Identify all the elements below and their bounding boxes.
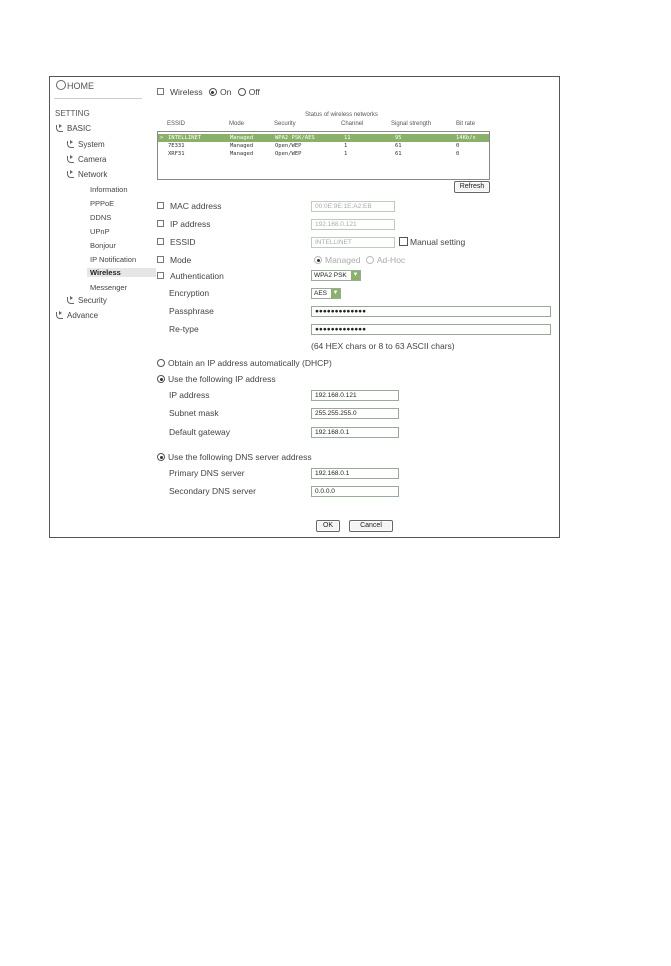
table-row[interactable]: XRF31 Managed Open/WEP 1 61 0 (168, 151, 460, 157)
dns-radio[interactable] (157, 453, 165, 461)
static-ip-field[interactable]: 192.168.0.121 (311, 390, 399, 401)
checkbox-icon[interactable] (399, 237, 408, 246)
nav-network[interactable]: Network (67, 170, 107, 179)
encryption-select[interactable]: AES ▼ (311, 288, 341, 299)
subnet-mask-label: Subnet mask (169, 408, 219, 418)
expand-arrow-icon (67, 156, 74, 163)
networks-table (157, 131, 490, 180)
bullet-icon (157, 88, 164, 95)
nav-advance[interactable]: Advance (56, 311, 98, 320)
dhcp-radio[interactable] (157, 359, 165, 367)
expand-arrow-icon (56, 312, 63, 319)
expand-arrow-icon (67, 141, 74, 148)
static-ip-label: IP address (169, 390, 210, 400)
mode-adhoc-radio[interactable] (366, 256, 374, 264)
ok-button[interactable]: OK (316, 520, 340, 532)
passphrase-field[interactable]: ●●●●●●●●●●●●● (311, 306, 551, 317)
essid-field[interactable]: INTELLINET (311, 237, 395, 248)
expand-arrow-icon (67, 297, 74, 304)
bullet-icon (157, 238, 164, 245)
bullet-icon (157, 256, 164, 263)
sidebar-item-wireless[interactable]: Wireless (87, 268, 156, 277)
sidebar (50, 77, 154, 537)
row-pointer-icon: > (160, 135, 164, 141)
essid-label: ESSID (157, 237, 196, 247)
column-header: Mode (229, 121, 245, 127)
table-row[interactable]: > INTELLINET Managed WPA2 PSK/AES 11 95 14Kb/s (158, 134, 489, 142)
nav-security[interactable]: Security (67, 296, 107, 305)
authentication-label: Authentication (157, 271, 224, 281)
main-content (154, 77, 559, 537)
sidebar-item-pppoe[interactable]: PPPoE (90, 199, 115, 208)
bullet-icon (157, 272, 164, 279)
sidebar-item-bonjour[interactable]: Bonjour (90, 241, 116, 250)
bullet-icon (157, 220, 164, 227)
manual-setting-checkbox[interactable]: Manual setting (399, 237, 465, 247)
mac-address-label: MAC address (157, 201, 222, 211)
expand-arrow-icon (67, 171, 74, 178)
column-header: Bit rate (456, 121, 476, 127)
divider (54, 98, 142, 99)
dhcp-option[interactable]: Obtain an IP address automatically (DHCP) (157, 358, 332, 368)
static-ip-radio[interactable] (157, 375, 165, 383)
ip-address-label: IP address (157, 219, 210, 229)
column-header: ESSID (167, 121, 186, 127)
nav-basic[interactable]: BASIC (56, 124, 91, 133)
secondary-dns-field[interactable]: 0.0.0.0 (311, 486, 399, 497)
primary-dns-field[interactable]: 192.168.0.1 (311, 468, 399, 479)
mode-label: Mode (157, 255, 191, 265)
table-row[interactable]: 7E331 Managed Open/WEP 1 61 0 (168, 143, 460, 149)
wireless-off-radio[interactable] (238, 88, 246, 96)
encryption-label: Encryption (169, 288, 210, 298)
cancel-button[interactable]: Cancel (349, 520, 393, 532)
retype-label: Re-type (169, 324, 199, 334)
secondary-dns-label: Secondary DNS server (169, 486, 256, 496)
home-link[interactable]: HOME (56, 80, 94, 91)
dns-option[interactable]: Use the following DNS server address (157, 452, 312, 462)
nav-camera[interactable]: Camera (67, 155, 106, 164)
column-header: Channel (341, 121, 364, 127)
gateway-field[interactable]: 192.168.0.1 (311, 427, 399, 438)
mac-address-field: 00:0E:9E:1E:A2:EB (311, 201, 395, 212)
sidebar-item-ddns[interactable]: DDNS (90, 213, 112, 222)
expand-arrow-icon (56, 125, 63, 132)
bullet-icon (157, 202, 164, 209)
passphrase-label: Passphrase (169, 306, 214, 316)
static-ip-option[interactable]: Use the following IP address (157, 374, 276, 384)
authentication-select[interactable]: WPA2 PSK ▼ (311, 270, 361, 281)
ip-address-field: 192.168.0.121 (311, 219, 395, 230)
gateway-label: Default gateway (169, 427, 230, 437)
retype-field[interactable]: ●●●●●●●●●●●●● (311, 324, 551, 335)
sidebar-item-information[interactable]: Information (90, 185, 128, 194)
wireless-on-radio[interactable] (209, 88, 217, 96)
settings-panel (49, 76, 560, 538)
nav-system[interactable]: System (67, 140, 105, 149)
passphrase-hint: (64 HEX chars or 8 to 63 ASCII chars) (311, 341, 455, 351)
sidebar-item-upnp[interactable]: UPnP (90, 227, 110, 236)
setting-heading: SETTING (55, 109, 90, 118)
chevron-down-icon[interactable]: ▼ (332, 290, 339, 296)
sidebar-item-ip-notification[interactable]: IP Notification (90, 255, 137, 264)
mode-radio-group: Managed Ad-Hoc (314, 255, 405, 265)
subnet-mask-field[interactable]: 255.255.255.0 (311, 408, 399, 419)
chevron-down-icon[interactable]: ▼ (352, 272, 359, 278)
primary-dns-label: Primary DNS server (169, 468, 245, 478)
sidebar-item-messenger[interactable]: Messenger (90, 283, 128, 292)
column-header: Security (274, 121, 296, 127)
wireless-toggle-row: Wireless On Off (157, 87, 260, 97)
networks-table-title: Status of wireless networks (305, 112, 378, 118)
mode-managed-radio[interactable] (314, 256, 322, 264)
column-header: Signal strength (391, 121, 432, 127)
home-icon (56, 80, 66, 90)
refresh-button[interactable]: Refresh (454, 181, 490, 193)
